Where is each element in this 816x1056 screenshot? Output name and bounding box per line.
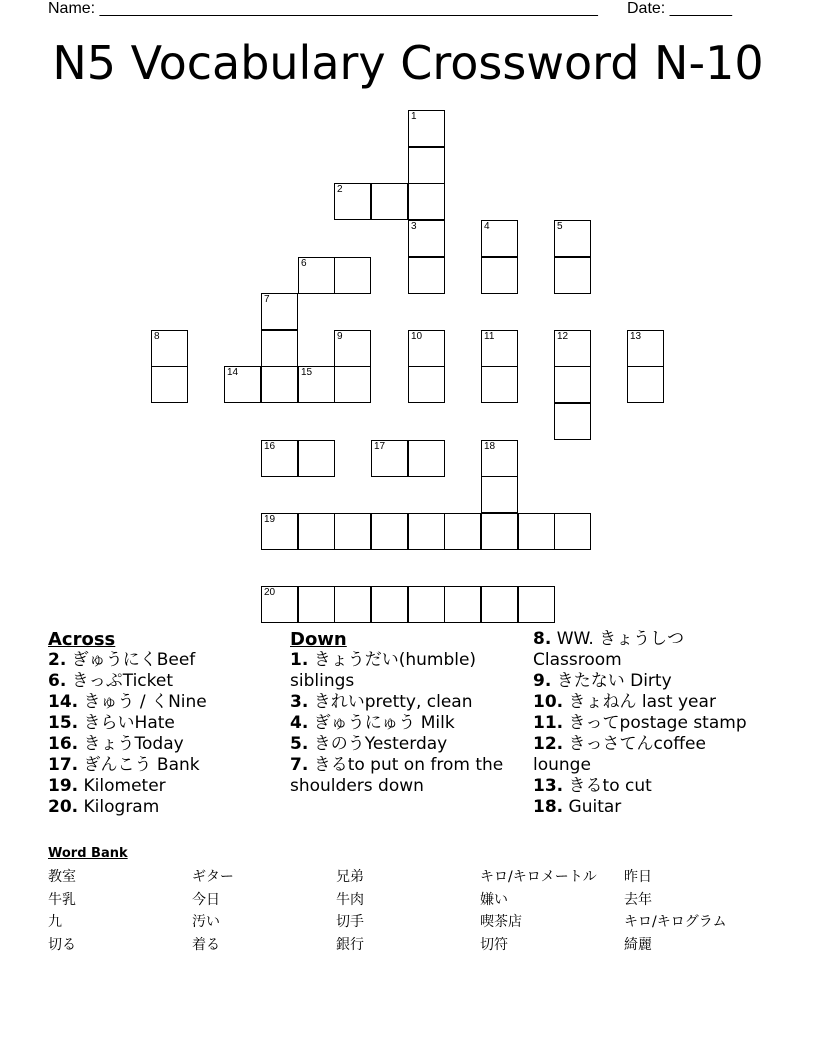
crossword-cell[interactable] <box>334 586 371 623</box>
crossword-cell[interactable] <box>408 257 445 294</box>
clue-text: ぎゅうにくBeef <box>71 650 196 670</box>
clue-item <box>48 692 278 713</box>
down-clues-continued <box>533 629 768 818</box>
crossword-cell[interactable] <box>298 513 335 550</box>
crossword-cell[interactable] <box>261 440 298 477</box>
crossword-cell[interactable] <box>627 366 664 403</box>
word-bank-item: 切符 <box>480 937 508 954</box>
crossword-cell[interactable] <box>408 366 445 403</box>
clue-item <box>533 671 768 692</box>
clue-number: 2. <box>48 650 67 670</box>
down-clues <box>290 629 505 797</box>
word-bank-item: 着る <box>192 937 220 954</box>
crossword-cell[interactable] <box>554 330 591 367</box>
clue-text: WW. きょうしつClassroom <box>533 629 685 670</box>
word-bank-item: 今日 <box>192 891 220 908</box>
crossword-cell[interactable] <box>408 110 445 147</box>
crossword-cell[interactable] <box>481 476 518 513</box>
cell-number: 11 <box>484 331 495 342</box>
word-bank-item: 牛乳 <box>48 891 76 908</box>
clue-text: きょねん last year <box>568 692 716 712</box>
clue-number: 20. <box>48 797 79 817</box>
cell-number: 15 <box>301 367 313 378</box>
crossword-cell[interactable] <box>408 440 445 477</box>
clue-item <box>48 755 278 776</box>
clue-number: 14. <box>48 692 79 712</box>
crossword-cell[interactable] <box>554 513 591 550</box>
word-bank-item: キロ/キロメートル <box>480 869 597 885</box>
clue-number: 6. <box>48 671 67 691</box>
cell-number: 1 <box>411 111 417 122</box>
crossword-cell[interactable] <box>334 257 371 294</box>
clue-number: 15. <box>48 713 79 733</box>
clue-text: きのうYesterday <box>313 734 448 754</box>
word-bank-title: Word Bank <box>48 846 128 861</box>
clue-number: 10. <box>533 692 564 712</box>
name-field-label: Name: ________________________________________________________ <box>48 0 598 17</box>
word-bank-item: 九 <box>48 914 62 931</box>
clue-number: 4. <box>290 713 309 733</box>
crossword-cell[interactable] <box>298 440 335 477</box>
clue-text: きょうToday <box>83 734 184 754</box>
crossword-cell[interactable] <box>627 330 664 367</box>
crossword-cell[interactable] <box>298 366 335 403</box>
clue-number: 5. <box>290 734 309 754</box>
crossword-cell[interactable] <box>408 220 445 257</box>
crossword-cell[interactable] <box>408 513 445 550</box>
page-title: N5 Vocabulary Crossword N-10 <box>52 36 764 90</box>
crossword-cell[interactable] <box>408 183 445 220</box>
clue-text: きらいHate <box>83 713 175 733</box>
crossword-cell[interactable] <box>261 366 298 403</box>
word-bank-item: 切る <box>48 937 76 954</box>
word-bank-item: 銀行 <box>336 937 364 954</box>
word-bank-item: 去年 <box>624 891 652 908</box>
crossword-cell[interactable] <box>334 366 371 403</box>
date-field-label: Date: _______ <box>627 0 732 17</box>
cell-number: 14 <box>227 367 239 378</box>
word-bank-item: ギター <box>192 869 234 885</box>
clue-text: きょうだい(humble) siblings <box>290 650 477 691</box>
crossword-cell[interactable] <box>481 586 518 623</box>
clue-text: Kilogram <box>83 797 160 817</box>
clue-item <box>48 797 278 818</box>
clue-number: 8. <box>533 629 552 649</box>
clue-number: 16. <box>48 734 79 754</box>
clue-text: きってpostage stamp <box>568 713 747 733</box>
across-heading: Across <box>48 629 116 650</box>
clue-item <box>533 776 768 797</box>
crossword-cell[interactable] <box>408 147 445 184</box>
crossword-cell[interactable] <box>408 586 445 623</box>
clue-item <box>48 671 278 692</box>
cell-number: 17 <box>374 441 386 452</box>
crossword-cell[interactable] <box>481 220 518 257</box>
crossword-cell[interactable] <box>261 293 298 330</box>
crossword-cell[interactable] <box>224 366 261 403</box>
clue-number: 11. <box>533 713 564 733</box>
clue-item <box>48 776 278 797</box>
crossword-cell[interactable] <box>334 183 371 220</box>
clue-number: 19. <box>48 776 79 796</box>
cell-number: 2 <box>337 184 343 195</box>
crossword-cell[interactable] <box>151 366 188 403</box>
clue-item <box>533 692 768 713</box>
clue-item <box>48 734 278 755</box>
clue-number: 9. <box>533 671 552 691</box>
clue-item <box>290 713 505 734</box>
clue-item <box>48 713 278 734</box>
cell-number: 18 <box>484 441 496 452</box>
clue-item <box>533 734 768 776</box>
word-bank-item: キロ/キログラム <box>624 914 727 931</box>
cell-number: 5 <box>557 221 563 232</box>
clue-text: きっさてんcoffee lounge <box>533 734 706 775</box>
crossword-cell[interactable] <box>371 513 408 550</box>
cell-number: 10 <box>411 331 423 342</box>
clue-text: きっぷTicket <box>71 671 173 691</box>
crossword-cell[interactable] <box>481 513 518 550</box>
clue-item <box>533 797 768 818</box>
crossword-cell[interactable] <box>444 586 481 623</box>
crossword-cell[interactable] <box>261 513 298 550</box>
crossword-cell[interactable] <box>371 440 408 477</box>
clue-item <box>290 734 505 755</box>
crossword-cell[interactable] <box>554 257 591 294</box>
cell-number: 9 <box>337 331 343 342</box>
cell-number: 19 <box>264 514 276 525</box>
crossword-cell[interactable] <box>261 330 298 367</box>
cell-number: 3 <box>411 221 417 232</box>
clue-number: 17. <box>48 755 79 775</box>
clue-text: きるto cut <box>568 776 652 796</box>
clue-text: きるto put on from the shoulders down <box>290 755 504 796</box>
crossword-cell[interactable] <box>481 257 518 294</box>
cell-number: 8 <box>154 331 160 342</box>
word-bank-item: 嫌い <box>480 891 508 908</box>
clue-number: 1. <box>290 650 309 670</box>
word-bank-item: 切手 <box>336 914 364 931</box>
word-bank-item: 教室 <box>48 869 76 885</box>
cell-number: 7 <box>264 294 270 305</box>
crossword-cell[interactable] <box>261 586 298 623</box>
word-bank <box>48 866 768 957</box>
word-bank-item: 綺麗 <box>624 937 652 954</box>
crossword-cell[interactable] <box>444 513 481 550</box>
cell-number: 12 <box>557 331 569 342</box>
crossword-cell[interactable] <box>334 513 371 550</box>
clue-text: きゅう / くNine <box>83 692 207 712</box>
cell-number: 13 <box>630 331 642 342</box>
clue-text: ぎんこう Bank <box>83 755 200 775</box>
clue-number: 13. <box>533 776 564 796</box>
crossword-cell[interactable] <box>554 366 591 403</box>
cell-number: 6 <box>301 258 307 269</box>
clue-number: 18. <box>533 797 564 817</box>
clue-item <box>533 713 768 734</box>
crossword-cell[interactable] <box>518 513 555 550</box>
clue-number: 7. <box>290 755 309 775</box>
word-bank-item: 汚い <box>192 914 220 931</box>
clue-item <box>290 692 505 713</box>
crossword-cell[interactable] <box>334 330 371 367</box>
crossword-cell[interactable] <box>518 586 555 623</box>
clue-item <box>48 650 278 671</box>
clue-text: きれいpretty, clean <box>313 692 473 712</box>
clue-item <box>290 755 505 797</box>
crossword-cell[interactable] <box>371 183 408 220</box>
clue-item <box>290 650 505 692</box>
crossword-cell[interactable] <box>481 440 518 477</box>
cell-number: 16 <box>264 441 276 452</box>
clue-text: Kilometer <box>83 776 166 796</box>
crossword-cell[interactable] <box>481 366 518 403</box>
cell-number: 4 <box>484 221 490 232</box>
word-bank-item: 牛肉 <box>336 891 364 908</box>
clue-text: Guitar <box>568 797 622 817</box>
clue-number: 3. <box>290 692 309 712</box>
down-heading: Down <box>290 629 347 650</box>
crossword-cell[interactable] <box>298 257 335 294</box>
clue-text: ぎゅうにゅう Milk <box>313 713 455 733</box>
crossword-cell[interactable] <box>408 330 445 367</box>
crossword-cell[interactable] <box>554 403 591 440</box>
cell-number: 20 <box>264 587 276 598</box>
crossword-cell[interactable] <box>554 220 591 257</box>
crossword-cell[interactable] <box>481 330 518 367</box>
clue-number: 12. <box>533 734 564 754</box>
across-clues <box>48 629 278 818</box>
crossword-cell[interactable] <box>371 586 408 623</box>
word-bank-item: 昨日 <box>624 869 652 885</box>
crossword-cell[interactable] <box>151 330 188 367</box>
clue-item <box>533 629 768 671</box>
word-bank-item: 兄弟 <box>336 869 364 885</box>
crossword-cell[interactable] <box>298 586 335 623</box>
word-bank-item: 喫茶店 <box>480 914 522 931</box>
clue-text: きたない Dirty <box>556 671 672 691</box>
